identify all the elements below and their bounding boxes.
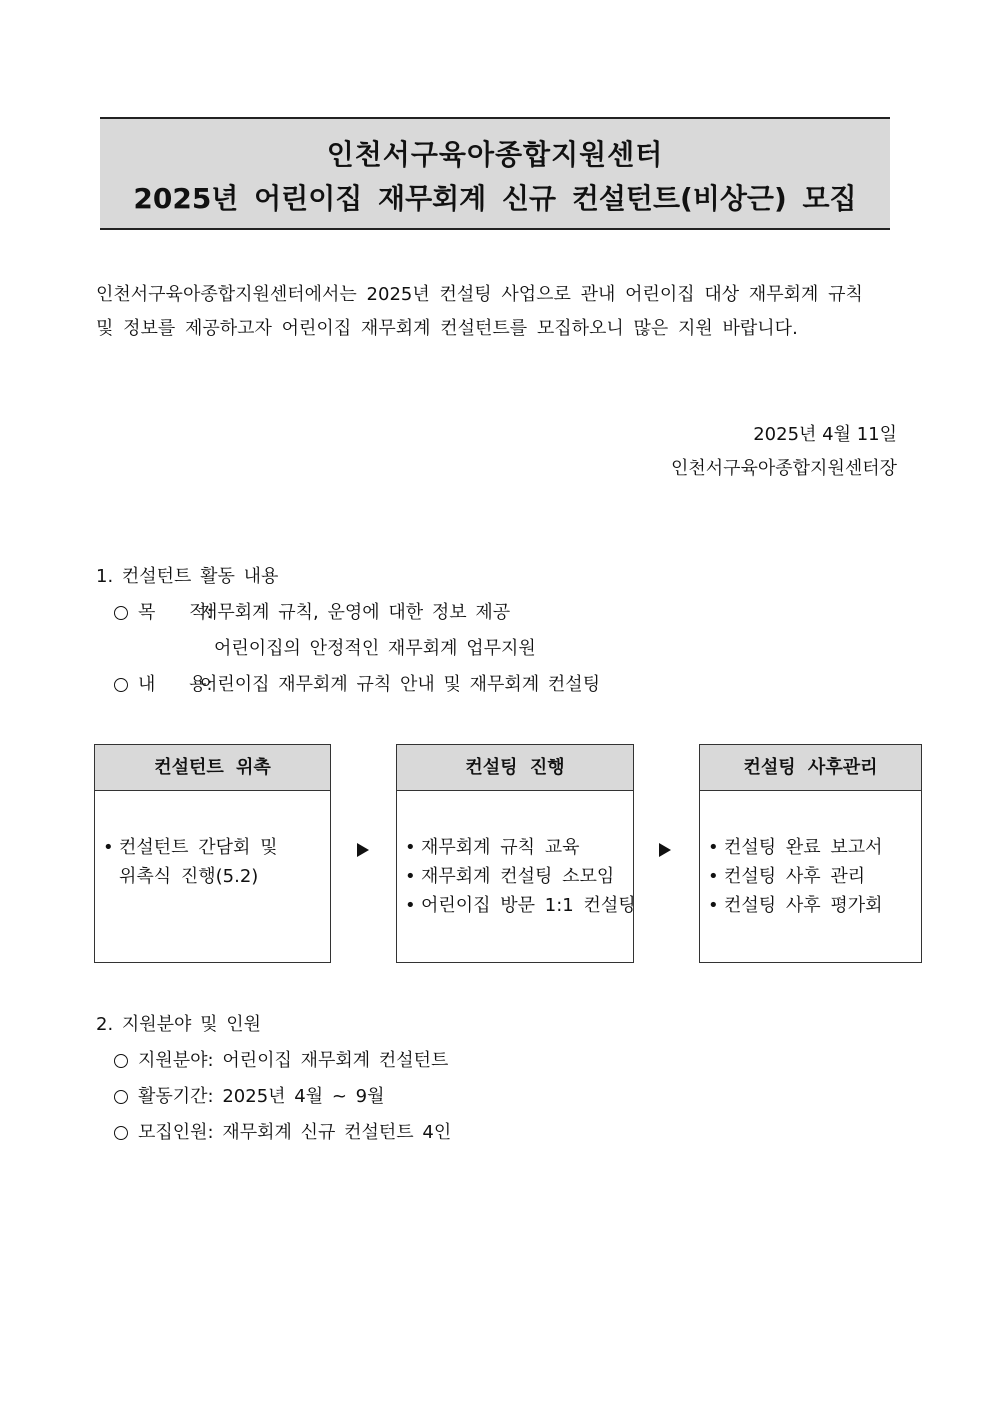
intro-line: 및 정보를 제공하고자 어린이집 재무회계 컨설턴트를 모집하오니 많은 지원 바랍니다.	[96, 318, 798, 339]
bullet-icon: •	[405, 895, 416, 916]
circle-bullet-icon	[114, 606, 128, 620]
issue-date: 2025년 4월 11일	[753, 424, 897, 445]
intro-paragraph	[96, 278, 906, 346]
activity-period: 활동기간: 2025년 4월 ~ 9월	[138, 1086, 385, 1107]
flow-step-progress	[396, 744, 634, 963]
flow-step-title: 컨설팅 진행	[397, 745, 633, 791]
list-item	[708, 833, 883, 862]
content-row	[114, 670, 600, 696]
bullet-icon: •	[405, 837, 416, 858]
circle-bullet-icon	[114, 1054, 128, 1068]
list-item-text: 위촉식 진행(5.2)	[119, 866, 259, 887]
list-item	[405, 891, 636, 920]
support-field-row	[114, 1046, 448, 1072]
list-item	[103, 833, 278, 862]
section1-heading: 1. 컨설턴트 활동 내용	[96, 566, 279, 587]
organization-title: 인천서구육아종합지원센터	[326, 138, 664, 171]
flow-step-followup	[699, 744, 922, 963]
flow-step-appointment	[94, 744, 331, 963]
support-field: 지원분야: 어린이집 재무회계 컨설턴트	[138, 1050, 449, 1071]
activity-period-row	[114, 1082, 384, 1108]
list-item-text: 컨설팅 사후 관리	[724, 866, 866, 887]
list-item-text: 컨설팅 사후 평가회	[724, 895, 883, 916]
list-item	[405, 862, 636, 891]
flow-step-list	[103, 833, 278, 891]
circle-bullet-icon	[114, 1090, 128, 1104]
circle-bullet-icon	[114, 678, 128, 692]
flow-step-title: 컨설팅 사후관리	[700, 745, 921, 791]
bullet-icon: •	[405, 866, 416, 887]
bullet-icon: •	[103, 837, 114, 858]
section2-heading: 2. 지원분야 및 인원	[96, 1014, 262, 1035]
purpose-label: 목 적:	[138, 602, 213, 623]
title-box	[100, 117, 890, 230]
flow-step-title: 컨설턴트 위촉	[95, 745, 330, 791]
list-item-text: 컨설팅 완료 보고서	[724, 837, 883, 858]
purpose-value: 재무회계 규칙, 운영에 대한 정보 제공	[200, 602, 511, 623]
list-item	[405, 833, 636, 862]
list-item	[708, 891, 883, 920]
purpose-value-2: 어린이집의 안정적인 재무회계 업무지원	[214, 638, 536, 659]
list-item-text: 재무회계 컨설팅 소모임	[421, 866, 615, 887]
bullet-icon: •	[708, 895, 719, 916]
content-label: 내 용:	[138, 674, 213, 695]
signer: 인천서구육아종합지원센터장	[670, 458, 897, 479]
content-value: 어린이집 재무회계 규칙 안내 및 재무회계 컨설팅	[200, 674, 601, 695]
recruit-count: 모집인원: 재무회계 신규 컨설턴트 4인	[138, 1122, 452, 1143]
triangle-right-icon	[659, 843, 671, 857]
triangle-right-icon	[357, 843, 369, 857]
intro-line: 인천서구육아종합지원센터에서는 2025년 컨설팅 사업으로 관내 어린이집 대상 재무회계 규칙	[96, 284, 863, 305]
notice-title: 2025년 어린이집 재무회계 신규 컨설턴트(비상근) 모집	[133, 182, 857, 215]
bullet-icon: •	[708, 837, 719, 858]
list-item-text: 어린이집 방문 1:1 컨설팅	[421, 895, 636, 916]
purpose-row	[114, 598, 510, 624]
list-item-continued	[103, 862, 278, 891]
list-item	[708, 862, 883, 891]
flow-step-list	[708, 833, 883, 920]
list-item-text: 컨설턴트 간담회 및	[119, 837, 278, 858]
circle-bullet-icon	[114, 1126, 128, 1140]
recruit-count-row	[114, 1118, 451, 1144]
flow-step-list	[405, 833, 636, 920]
bullet-icon: •	[708, 866, 719, 887]
list-item-text: 재무회계 규칙 교육	[421, 837, 580, 858]
